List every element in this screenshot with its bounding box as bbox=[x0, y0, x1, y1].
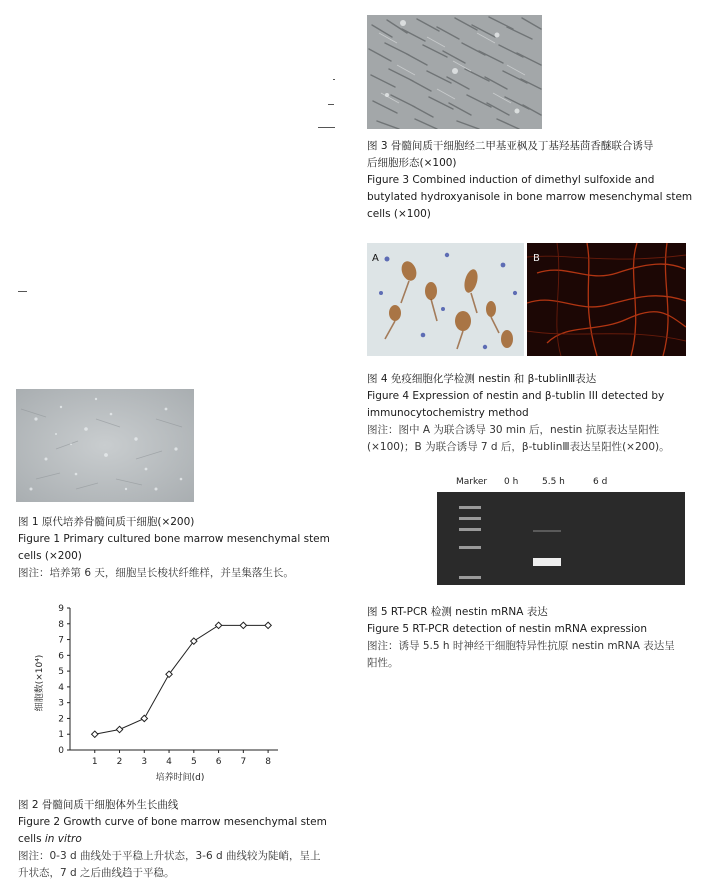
x-tick-label: 5 bbox=[190, 757, 197, 767]
gel-lane-label-5-5h: 5.5 h bbox=[542, 477, 565, 487]
figure-4a-texture bbox=[367, 243, 524, 356]
gel-lane-label-marker: Marker bbox=[456, 477, 488, 487]
y-tick-label: 2 bbox=[58, 714, 64, 725]
y-tick-label: 7 bbox=[58, 635, 64, 646]
y-axis-label: 细胞数(×10⁴) bbox=[35, 654, 45, 712]
chart-axes bbox=[70, 608, 278, 750]
figure-1-micrograph bbox=[16, 389, 194, 502]
figure-4-caption-en-cont: immunocytochemistry method bbox=[367, 407, 529, 419]
figure-4-note-cont: (×100)；B 为联合诱导 7 d 后，β-tublinⅢ表达呈阳性(×200)。 bbox=[367, 441, 670, 453]
y-tick-label: 0 bbox=[58, 746, 64, 756]
x-axis-label: 培养时间(d) bbox=[155, 773, 205, 783]
figure-4-caption-en: Figure 4 Expression of nestin and β-tublin III detected by bbox=[367, 390, 665, 402]
x-tick-label: 1 bbox=[91, 757, 98, 767]
figure-4-note: 图注：图中 A 为联合诱导 30 min 后，nestin 抗原表达呈阳性 bbox=[367, 424, 660, 436]
growth-curve-svg bbox=[18, 598, 308, 788]
figure-1-caption-en-cont: cells (×200) bbox=[18, 550, 82, 562]
figure-4-panel-a bbox=[367, 243, 524, 356]
figure-4-panel-b-label: B bbox=[533, 253, 540, 264]
nestin-band bbox=[533, 558, 561, 566]
figure-3-texture bbox=[367, 15, 542, 129]
figure-3-caption-cn-cont: 后细胞形态(×100) bbox=[367, 157, 457, 169]
figure-3-micrograph bbox=[367, 15, 542, 129]
y-tick-label: 1 bbox=[58, 730, 64, 741]
gel-lane-label-0h: 0 h bbox=[504, 477, 519, 487]
figure-4-panel-b bbox=[527, 243, 686, 356]
gel-lane-label-6d: 6 d bbox=[593, 477, 608, 487]
figure-2-caption-en: Figure 2 Growth curve of bone marrow mesenchymal stem bbox=[18, 816, 327, 828]
figure-5-gel bbox=[437, 492, 685, 585]
data-point bbox=[116, 726, 122, 732]
marker-band bbox=[459, 506, 481, 509]
figure-1-caption-cn: 图 1 原代培养骨髓间质干细胞(×200) bbox=[18, 516, 195, 528]
figure-2-note-cont: 升状态，7 d 之后曲线趋于平稳。 bbox=[18, 867, 175, 879]
figure-4-caption-cn: 图 4 免疫细胞化学检测 nestin 和 β-tublinⅢ表达 bbox=[367, 373, 597, 385]
faint-band bbox=[533, 530, 561, 532]
figure-5-note-cont: 阳性。 bbox=[367, 657, 399, 669]
y-tick-label: 5 bbox=[58, 667, 64, 678]
figure-4b-texture bbox=[527, 243, 686, 356]
data-point bbox=[240, 622, 246, 628]
figure-2-note: 图注：0-3 d 曲线处于平稳上升状态，3-6 d 曲线较为陡峭，呈上 bbox=[18, 850, 321, 862]
data-point bbox=[215, 622, 221, 628]
y-tick-label: 8 bbox=[58, 619, 64, 630]
x-tick-label: 6 bbox=[215, 757, 222, 767]
rule-mark bbox=[318, 127, 335, 128]
figure-2-chart bbox=[18, 598, 308, 788]
figure-3-caption-en: Figure 3 Combined induction of dimethyl sulfoxide and bbox=[367, 174, 655, 186]
x-tick-label: 4 bbox=[166, 757, 172, 767]
marker-band bbox=[459, 517, 481, 520]
figure-1-texture bbox=[16, 389, 194, 502]
y-tick-label: 9 bbox=[58, 604, 64, 614]
marker-band bbox=[459, 576, 481, 579]
y-tick-label: 4 bbox=[58, 682, 64, 693]
gel-bands bbox=[437, 492, 685, 585]
marker-band bbox=[459, 528, 481, 531]
figure-1-note: 图注：培养第 6 天，细胞呈长梭状纤维样，并呈集落生长。 bbox=[18, 567, 294, 579]
figure-4-panel-a-label: A bbox=[372, 253, 379, 264]
y-tick-label: 3 bbox=[58, 698, 64, 709]
data-point bbox=[265, 622, 271, 628]
figure-2-caption-en-cont: cells bbox=[18, 833, 45, 845]
data-point bbox=[141, 715, 147, 721]
figure-5-note: 图注：诱导 5.5 h 时神经干细胞特异性抗原 nestin mRNA 表达呈 bbox=[367, 640, 675, 652]
series-points bbox=[92, 622, 272, 737]
x-tick-label: 7 bbox=[240, 757, 247, 767]
chart-ticks bbox=[58, 604, 271, 767]
data-point bbox=[92, 731, 98, 737]
figure-5-caption-en: Figure 5 RT-PCR detection of nestin mRNA expression bbox=[367, 623, 648, 635]
y-tick-label: 6 bbox=[58, 651, 64, 662]
x-tick-label: 8 bbox=[265, 757, 271, 767]
marker-band bbox=[459, 546, 481, 549]
figure-3-caption-en-cont: butylated hydroxyanisole in bone marrow mesenchymal stem bbox=[367, 191, 693, 203]
x-tick-label: 3 bbox=[141, 757, 148, 767]
x-tick-label: 2 bbox=[116, 757, 123, 767]
figure-3-caption-cn: 图 3 骨髓间质干细胞经二甲基亚枫及丁基羟基茴香醚联合诱导 bbox=[367, 140, 654, 152]
rule-mark bbox=[18, 291, 27, 292]
figure-5-caption-cn: 图 5 RT-PCR 检测 nestin mRNA 表达 bbox=[367, 606, 548, 618]
figure-3-caption-en-cont2: cells (×100) bbox=[367, 208, 431, 220]
figure-1-caption-en: Figure 1 Primary cultured bone marrow mesenchymal stem bbox=[18, 533, 330, 545]
rule-mark bbox=[333, 79, 335, 80]
series-line bbox=[95, 625, 268, 734]
figure-2-caption-cn: 图 2 骨髓间质干细胞体外生长曲线 bbox=[18, 799, 179, 811]
rule-mark bbox=[328, 104, 334, 105]
figure-2-caption-in-vitro: in vitro bbox=[44, 833, 82, 845]
